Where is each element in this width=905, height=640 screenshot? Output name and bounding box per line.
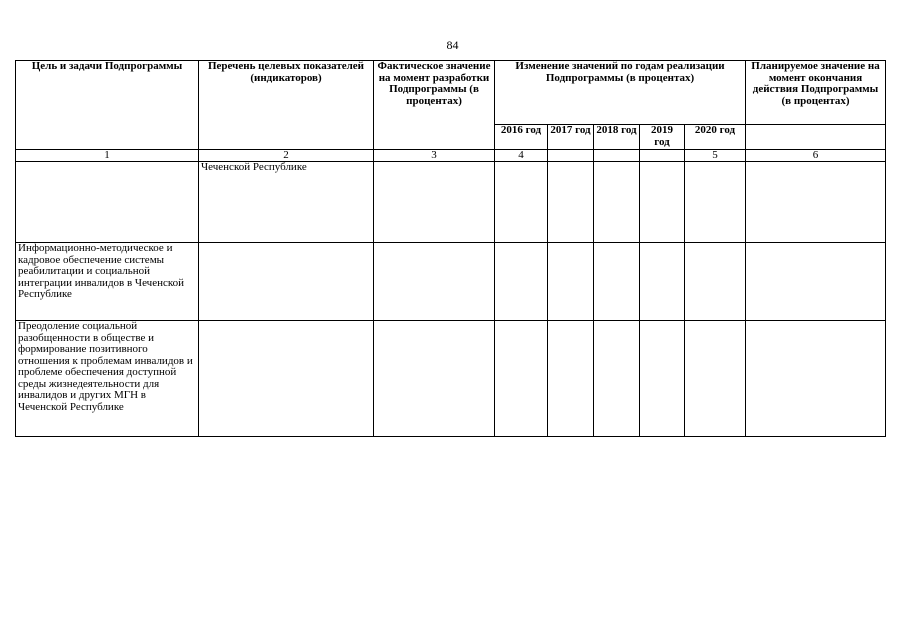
header-year-2019: 2019 год <box>640 125 685 150</box>
value-cell <box>374 243 495 321</box>
indicator-cell <box>199 243 374 321</box>
value-cell <box>495 321 548 437</box>
header-year-2018: 2018 год <box>594 125 640 150</box>
indicator-cell <box>199 321 374 437</box>
header-planned-value: Планируемое значение на момент окончания действия Подпрограммы (в процентах) <box>746 61 886 125</box>
table-row <box>16 243 886 321</box>
header-goal: Цель и задачи Подпрограммы <box>16 61 199 150</box>
table-row <box>16 321 886 437</box>
column-index: 3 <box>374 150 495 162</box>
goal-cell: Преодоление социальной разобщенности в обществе и формирование позитивного отношения к проблемам инвалидов и проблеме обеспечения доступной среды жизнедеятельности для инвалидов и других МГН в Чеченской Республике <box>16 321 199 437</box>
value-cell <box>594 321 640 437</box>
goal-cell: Информационно-методическое и кадровое обеспечение системы реабилитации и социальной интеграции инвалидов в Чеченской Республике <box>16 243 199 321</box>
column-index: 4 <box>495 150 548 162</box>
indicators-table <box>15 60 886 437</box>
value-cell <box>640 321 685 437</box>
value-cell <box>548 162 594 243</box>
column-index: 5 <box>685 150 746 162</box>
page-number: 84 <box>446 38 459 52</box>
value-cell <box>746 321 886 437</box>
column-index: 6 <box>746 150 886 162</box>
column-index <box>548 150 594 162</box>
value-cell <box>746 162 886 243</box>
table-row <box>16 162 886 243</box>
value-cell <box>548 243 594 321</box>
header-row-main <box>16 61 886 125</box>
header-planned-empty <box>746 125 886 150</box>
value-cell <box>495 162 548 243</box>
value-cell <box>640 243 685 321</box>
value-cell <box>374 162 495 243</box>
header-year-2017: 2017 год <box>548 125 594 150</box>
header-change-by-years: Изменение значений по годам реализации Подпрограммы (в процентах) <box>495 61 746 125</box>
column-index: 2 <box>199 150 374 162</box>
header-year-2016: 2016 год <box>495 125 548 150</box>
value-cell <box>685 162 746 243</box>
value-cell <box>374 321 495 437</box>
column-index <box>594 150 640 162</box>
column-index <box>640 150 685 162</box>
indicator-cell: Чеченской Республике <box>199 162 374 243</box>
column-index: 1 <box>16 150 199 162</box>
value-cell <box>495 243 548 321</box>
value-cell <box>685 243 746 321</box>
goal-cell <box>16 162 199 243</box>
header-year-2020: 2020 год <box>685 125 746 150</box>
header-actual-value: Фактическое значение на момент разработки Подпрограммы (в процентах) <box>374 61 495 150</box>
column-index-row <box>16 150 886 162</box>
value-cell <box>685 321 746 437</box>
value-cell <box>594 243 640 321</box>
value-cell <box>640 162 685 243</box>
value-cell <box>548 321 594 437</box>
value-cell <box>746 243 886 321</box>
value-cell <box>594 162 640 243</box>
header-indicators: Перечень целевых показателей (индикаторов) <box>199 61 374 150</box>
